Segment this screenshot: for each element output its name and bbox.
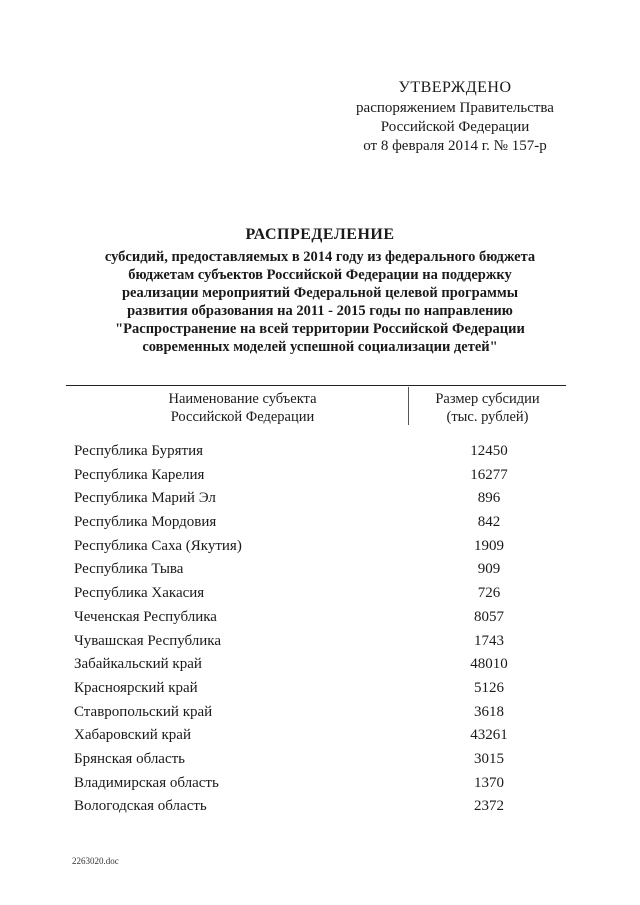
subsidy-amount: 842 (477, 514, 501, 531)
subsidy-amount: 5126 (474, 679, 504, 696)
table-row (74, 654, 564, 678)
subsidy-amount: 3015 (474, 750, 504, 767)
subsidy-amount: 3618 (474, 703, 504, 720)
table-row (74, 536, 564, 560)
table-row (74, 607, 564, 631)
table-row (74, 583, 564, 607)
subtitle-line: "Распространение на всей территории Российской Федерации (115, 321, 525, 337)
table-row (74, 796, 564, 820)
subsidy-amount: 8057 (474, 608, 504, 625)
region-name: Владимирская область (74, 774, 219, 791)
subtitle-line: субсидий, предоставляемых в 2014 году из федерального бюджета (104, 249, 536, 265)
column-header-name-line-1: Наименование субъекта (168, 391, 317, 407)
table-row (74, 512, 564, 536)
subsidy-amount: 896 (477, 490, 501, 507)
region-name: Хабаровский край (74, 727, 191, 744)
table-row (74, 441, 564, 465)
region-name: Вологодская область (74, 798, 207, 815)
subsidy-amount: 2372 (474, 798, 504, 815)
table-top-rule (66, 385, 566, 386)
subtitle-line: бюджетам субъектов Российской Федерации на поддержку (128, 267, 512, 283)
subsidy-table-body (74, 441, 564, 820)
document-subtitle (40, 248, 600, 356)
approval-line-2: Российской Федерации (380, 119, 530, 135)
subsidy-amount: 43261 (470, 727, 508, 744)
subtitle-line: развития образования на 2011 - 2015 годы по направлению (127, 303, 513, 319)
column-header-name-line-2: Российской Федерации (170, 409, 315, 425)
column-header-value (415, 390, 560, 426)
subsidy-amount: 48010 (470, 656, 508, 673)
region-name: Чувашская Республика (74, 632, 222, 649)
column-header-value-line-1: Размер субсидии (435, 391, 540, 407)
footer-filename: 2263020.doc (72, 856, 119, 866)
approval-line-1: распоряжением Правительства (356, 100, 554, 116)
table-row (74, 631, 564, 655)
approval-line-3: от 8 февраля 2014 г. № 157-р (363, 138, 547, 154)
subsidy-amount: 1909 (474, 537, 504, 554)
table-row (74, 702, 564, 726)
region-name: Брянская область (74, 750, 186, 767)
table-row (74, 749, 564, 773)
region-name: Республика Мордовия (74, 514, 217, 531)
approval-block (330, 78, 580, 156)
region-name: Красноярский край (74, 679, 198, 696)
region-name: Республика Карелия (74, 466, 205, 483)
table-row (74, 678, 564, 702)
subsidy-amount: 726 (477, 585, 501, 602)
subsidy-amount: 1370 (474, 774, 504, 791)
region-name: Республика Хакасия (74, 585, 205, 602)
table-row (74, 773, 564, 797)
table-row (74, 465, 564, 489)
column-header-divider (408, 387, 409, 425)
subsidy-amount: 16277 (470, 466, 508, 483)
table-row (74, 725, 564, 749)
region-name: Чеченская Республика (74, 608, 217, 625)
region-name: Республика Тыва (74, 561, 184, 578)
document-heading (40, 226, 600, 356)
column-header-value-line-2: (тыс. рублей) (446, 409, 529, 425)
region-name: Республика Бурятия (74, 443, 204, 459)
region-name: Республика Саха (Якутия) (74, 537, 242, 554)
table-row (74, 559, 564, 583)
subsidy-amount: 1743 (474, 632, 504, 649)
subtitle-line: реализации мероприятий Федеральной целевой программы (121, 285, 519, 301)
region-name: Республика Марий Эл (74, 490, 216, 507)
region-name: Ставропольский край (74, 703, 213, 720)
region-name: Забайкальский край (74, 656, 202, 673)
subsidy-amount: 909 (477, 561, 501, 578)
table-row (74, 488, 564, 512)
approval-title: УТВЕРЖДЕНО (398, 79, 512, 96)
column-header-name (90, 390, 395, 426)
document-title: РАСПРЕДЕЛЕНИЕ (245, 226, 395, 243)
subtitle-line: современных моделей успешной социализации детей" (142, 339, 498, 355)
subsidy-amount: 12450 (470, 443, 508, 459)
